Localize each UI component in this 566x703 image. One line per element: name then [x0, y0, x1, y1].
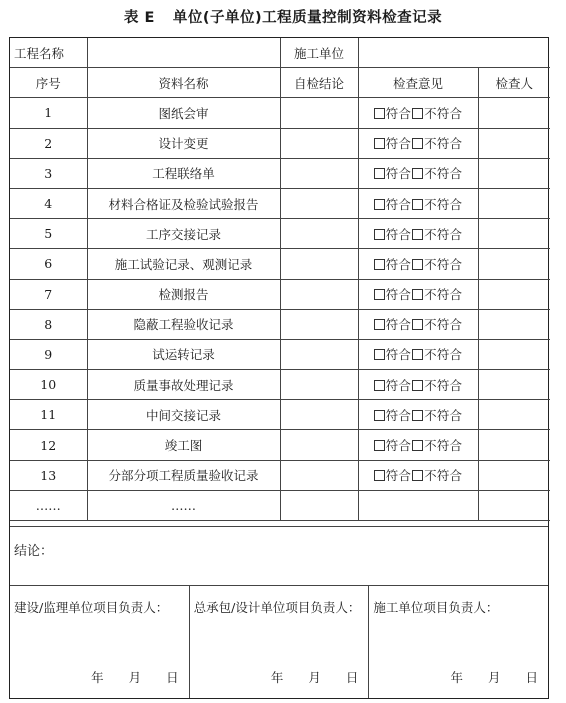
- pass-label: 符合: [385, 196, 412, 212]
- form-title-text: 单位(子单位)工程质量控制资料检查记录: [172, 10, 443, 26]
- pass-checkbox[interactable]: [374, 289, 385, 300]
- pass-checkbox[interactable]: [374, 380, 385, 391]
- opinion-cell: [358, 219, 478, 249]
- fail-label: 不符合: [424, 105, 463, 121]
- self-check-cell[interactable]: [280, 219, 358, 249]
- inspector-cell[interactable]: [478, 400, 550, 430]
- fail-label: 不符合: [424, 196, 463, 212]
- document-name: 隐蔽工程验收记录: [87, 309, 280, 339]
- fail-label: 不符合: [424, 407, 463, 423]
- pass-label: 符合: [385, 377, 412, 393]
- opinion-cell: [358, 128, 478, 158]
- fail-checkbox[interactable]: [412, 289, 423, 300]
- self-check-cell[interactable]: [280, 430, 358, 460]
- fail-label: 不符合: [424, 166, 463, 182]
- fail-checkbox[interactable]: [412, 349, 423, 360]
- document-name: 施工试验记录、观测记录: [87, 249, 280, 279]
- fail-checkbox[interactable]: [412, 108, 423, 119]
- document-name: 检测报告: [87, 279, 280, 309]
- fail-label: 不符合: [424, 438, 463, 454]
- row-number: 2: [10, 128, 87, 158]
- project-name-field[interactable]: [87, 38, 280, 68]
- self-check-cell[interactable]: [280, 309, 358, 339]
- row-number: 4: [10, 188, 87, 218]
- signature-builder-label: 施工单位项目负责人：: [373, 600, 499, 615]
- table-row: [10, 430, 550, 460]
- row-number: 10: [10, 370, 87, 400]
- table-row: [10, 158, 550, 188]
- opinion-cell: [358, 279, 478, 309]
- fail-label: 不符合: [424, 468, 463, 484]
- signature-contractor-label: 总承包/设计单位项目负责人：: [193, 600, 361, 615]
- row-number: 7: [10, 279, 87, 309]
- document-name: 竣工图: [87, 430, 280, 460]
- fail-checkbox[interactable]: [412, 168, 423, 179]
- document-name: 设计变更: [87, 128, 280, 158]
- signature-supervision-label: 建设/监理单位项目负责人：: [14, 600, 169, 615]
- inspector-cell[interactable]: [478, 309, 550, 339]
- document-name: 分部分项工程质量验收记录: [87, 460, 280, 490]
- fail-checkbox[interactable]: [412, 319, 423, 330]
- table-row: [10, 98, 550, 128]
- pass-label: 符合: [385, 287, 412, 303]
- self-check-cell[interactable]: [280, 249, 358, 279]
- signature-builder-date: 年 月 日: [450, 670, 539, 685]
- fail-label: 不符合: [424, 317, 463, 333]
- inspector-cell[interactable]: [478, 128, 550, 158]
- row-number: 12: [10, 430, 87, 460]
- self-check-cell[interactable]: [280, 400, 358, 430]
- row-number: 6: [10, 249, 87, 279]
- header-row-project: [10, 38, 550, 68]
- self-check-cell[interactable]: [280, 158, 358, 188]
- fail-checkbox[interactable]: [412, 199, 423, 210]
- inspection-form: [9, 37, 549, 699]
- form-title: [0, 6, 566, 27]
- document-name: 材料合格证及检验试验报告: [87, 188, 280, 218]
- table-row: [10, 370, 550, 400]
- pass-label: 符合: [385, 438, 412, 454]
- inspector-cell[interactable]: [478, 158, 550, 188]
- pass-label: 符合: [385, 136, 412, 152]
- pass-label: 符合: [385, 105, 412, 121]
- inspector-cell[interactable]: [478, 370, 550, 400]
- pass-label: 符合: [385, 407, 412, 423]
- document-name: 工程联络单: [87, 158, 280, 188]
- inspection-table: [10, 38, 550, 521]
- conclusion-label: 结论：: [14, 544, 54, 559]
- table-row: [10, 249, 550, 279]
- inspector-cell[interactable]: [478, 249, 550, 279]
- self-check-cell[interactable]: [280, 128, 358, 158]
- self-check-cell[interactable]: [280, 370, 358, 400]
- row-number: 1: [10, 98, 87, 128]
- table-row: [10, 339, 550, 369]
- conclusion-box[interactable]: [10, 526, 548, 586]
- self-check-cell[interactable]: [280, 188, 358, 218]
- table-row: [10, 460, 550, 490]
- table-row: [10, 219, 550, 249]
- construction-unit-label: 施工单位: [280, 38, 358, 68]
- fail-checkbox[interactable]: [412, 470, 423, 481]
- fail-label: 不符合: [424, 287, 463, 303]
- document-name: 工序交接记录: [87, 219, 280, 249]
- fail-checkbox[interactable]: [412, 229, 423, 240]
- inspector-cell[interactable]: [478, 279, 550, 309]
- pass-label: 符合: [385, 226, 412, 242]
- self-check-cell[interactable]: [280, 98, 358, 128]
- col-header-no: 序号: [10, 68, 87, 98]
- opinion-cell: [358, 339, 478, 369]
- pass-checkbox[interactable]: [374, 319, 385, 330]
- opinion-cell: [358, 188, 478, 218]
- fail-checkbox[interactable]: [412, 259, 423, 270]
- row-number: 9: [10, 339, 87, 369]
- pass-checkbox[interactable]: [374, 138, 385, 149]
- signature-supervision-date: 年 月 日: [91, 670, 179, 685]
- fail-checkbox[interactable]: [412, 440, 423, 451]
- fail-label: 不符合: [424, 226, 463, 242]
- pass-label: 符合: [385, 317, 412, 333]
- inspector-cell[interactable]: [478, 490, 550, 520]
- document-name: 中间交接记录: [87, 400, 280, 430]
- opinion-cell: [358, 158, 478, 188]
- opinion-cell: [358, 430, 478, 460]
- row-number: 3: [10, 158, 87, 188]
- table-row: [10, 279, 550, 309]
- project-name-label: 工程名称: [10, 38, 87, 68]
- pass-checkbox[interactable]: [374, 410, 385, 421]
- opinion-cell: [358, 309, 478, 339]
- col-header-inspector: 检查人: [478, 68, 550, 98]
- col-header-name: 资料名称: [87, 68, 280, 98]
- fail-checkbox[interactable]: [412, 138, 423, 149]
- pass-label: 符合: [385, 256, 412, 272]
- row-number: 13: [10, 460, 87, 490]
- opinion-cell: [358, 460, 478, 490]
- inspector-cell[interactable]: [478, 98, 550, 128]
- signature-contractor[interactable]: [190, 586, 370, 698]
- pass-checkbox[interactable]: [374, 108, 385, 119]
- inspector-cell[interactable]: [478, 188, 550, 218]
- table-row: [10, 188, 550, 218]
- opinion-cell: [358, 249, 478, 279]
- document-name: 质量事故处理记录: [87, 370, 280, 400]
- document-name: 试运转记录: [87, 339, 280, 369]
- pass-label: 符合: [385, 468, 412, 484]
- document-name: 图纸会审: [87, 98, 280, 128]
- pass-checkbox[interactable]: [374, 259, 385, 270]
- self-check-cell[interactable]: [280, 279, 358, 309]
- pass-label: 符合: [385, 347, 412, 363]
- self-check-cell[interactable]: [280, 460, 358, 490]
- fail-label: 不符合: [424, 136, 463, 152]
- col-header-self-check: 自检结论: [280, 68, 358, 98]
- construction-unit-field[interactable]: [358, 38, 550, 68]
- signature-section: [10, 586, 548, 698]
- column-header-row: [10, 68, 550, 98]
- table-row: [10, 400, 550, 430]
- fail-label: 不符合: [424, 347, 463, 363]
- table-row: [10, 128, 550, 158]
- pass-checkbox[interactable]: [374, 229, 385, 240]
- inspector-cell[interactable]: [478, 219, 550, 249]
- self-check-cell[interactable]: [280, 490, 358, 520]
- inspector-cell[interactable]: [478, 430, 550, 460]
- opinion-cell: [358, 400, 478, 430]
- pass-checkbox[interactable]: [374, 440, 385, 451]
- ellipsis-number: ……: [10, 490, 87, 520]
- table-row: [10, 309, 550, 339]
- opinion-cell: [358, 98, 478, 128]
- row-number: 5: [10, 219, 87, 249]
- form-code: 表 E: [123, 10, 155, 26]
- col-header-opinion: 检查意见: [358, 68, 478, 98]
- ellipsis-name: ……: [87, 490, 280, 520]
- pass-checkbox[interactable]: [374, 349, 385, 360]
- inspector-cell[interactable]: [478, 339, 550, 369]
- signature-builder[interactable]: [369, 586, 548, 698]
- fail-label: 不符合: [424, 256, 463, 272]
- pass-checkbox[interactable]: [374, 168, 385, 179]
- opinion-cell[interactable]: [358, 490, 478, 520]
- fail-label: 不符合: [424, 377, 463, 393]
- opinion-cell: [358, 370, 478, 400]
- self-check-cell[interactable]: [280, 339, 358, 369]
- pass-label: 符合: [385, 166, 412, 182]
- row-number: 11: [10, 400, 87, 430]
- pass-checkbox[interactable]: [374, 199, 385, 210]
- ellipsis-row: [10, 490, 550, 520]
- row-number: 8: [10, 309, 87, 339]
- fail-checkbox[interactable]: [412, 380, 423, 391]
- inspector-cell[interactable]: [478, 460, 550, 490]
- fail-checkbox[interactable]: [412, 410, 423, 421]
- pass-checkbox[interactable]: [374, 470, 385, 481]
- signature-contractor-date: 年 月 日: [270, 670, 359, 685]
- signature-supervision[interactable]: [10, 586, 190, 698]
